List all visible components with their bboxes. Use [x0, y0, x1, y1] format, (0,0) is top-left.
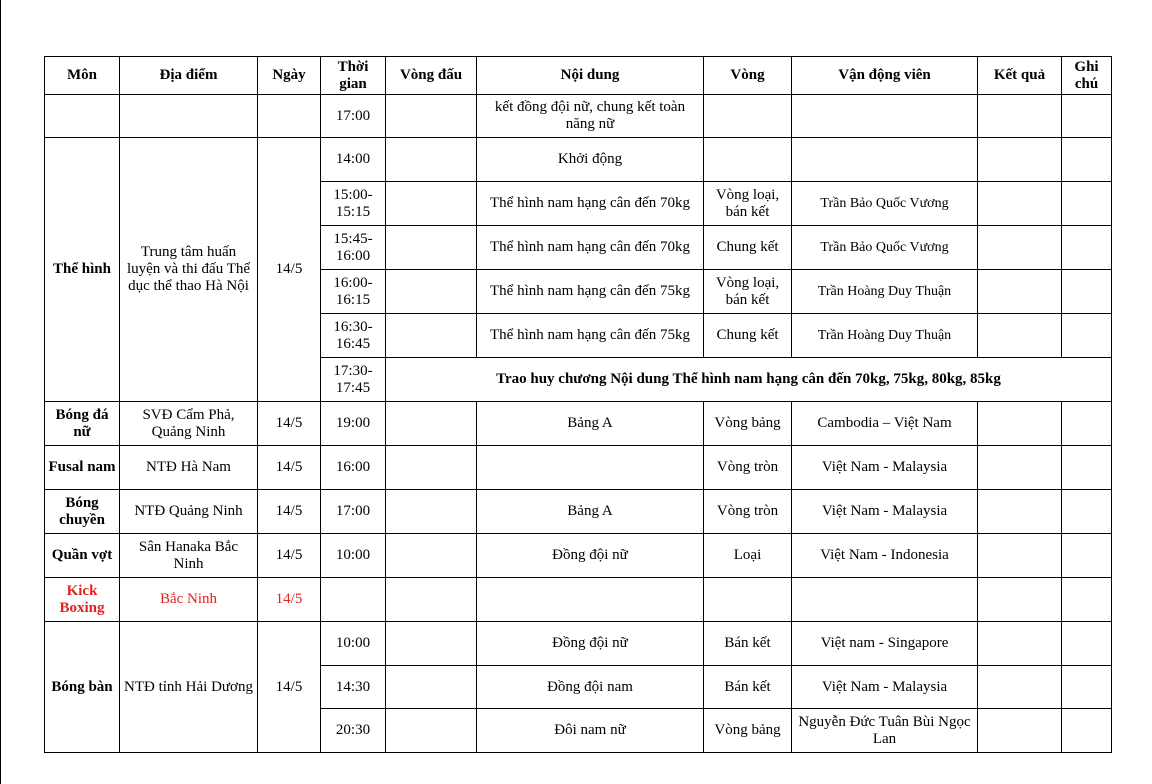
cell-round: Chung kết	[704, 314, 792, 358]
cell-result	[978, 270, 1062, 314]
cell-vong-dau	[386, 622, 477, 666]
cell-result	[978, 402, 1062, 446]
cell-note	[1062, 138, 1112, 182]
cell-note	[1062, 446, 1112, 490]
table-row	[45, 534, 1112, 578]
cell-athlete: Việt Nam - Malaysia	[792, 666, 978, 709]
cell-time: 16:00-16:15	[321, 270, 386, 314]
header-vong: Vòng	[704, 57, 792, 95]
cell-date: 14/5	[258, 534, 321, 578]
page-left-edge	[0, 0, 1, 784]
cell-content: Thể hình nam hạng cân đến 70kg	[477, 226, 704, 270]
cell-result	[978, 622, 1062, 666]
cell-content: Bảng A	[477, 402, 704, 446]
cell-athlete	[792, 138, 978, 182]
cell-time: 14:30	[321, 666, 386, 709]
cell-content: Thể hình nam hạng cân đến 75kg	[477, 314, 704, 358]
header-ghi-chu: Ghi chú	[1062, 57, 1112, 95]
table-row	[45, 622, 1112, 666]
cell-sport: Bóng chuyền	[45, 490, 120, 534]
table-row	[45, 402, 1112, 446]
cell-venue-bong-ban: NTĐ tỉnh Hải Dương	[120, 622, 258, 753]
cell-round: Chung kết	[704, 226, 792, 270]
cell-round	[704, 95, 792, 138]
cell-note	[1062, 534, 1112, 578]
cell-note	[1062, 666, 1112, 709]
cell-vong-dau	[386, 402, 477, 446]
cell-vong-dau	[386, 314, 477, 358]
cell-athlete: Việt nam - Singapore	[792, 622, 978, 666]
cell-vong-dau	[386, 578, 477, 622]
cell-round: Bán kết	[704, 622, 792, 666]
header-van-dong-vien: Vận động viên	[792, 57, 978, 95]
cell-round	[704, 578, 792, 622]
cell-time: 14:00	[321, 138, 386, 182]
cell-vong-dau	[386, 138, 477, 182]
cell-athlete: Trần Bảo Quốc Vương	[792, 182, 978, 226]
header-thoi-gian: Thời gian	[321, 57, 386, 95]
cell-content: Đồng đội nam	[477, 666, 704, 709]
table-row	[45, 95, 1112, 138]
cell-note	[1062, 95, 1112, 138]
cell-result	[978, 709, 1062, 753]
header-row	[45, 57, 1112, 95]
cell-note	[1062, 314, 1112, 358]
cell-venue-the-hinh: Trung tâm huấn luyện và thi đấu Thể dục thể thao Hà Nội	[120, 138, 258, 402]
cell-time: 16:00	[321, 446, 386, 490]
cell-date	[258, 95, 321, 138]
cell-vong-dau	[386, 226, 477, 270]
cell-athlete	[792, 95, 978, 138]
cell-sport-bong-ban: Bóng bàn	[45, 622, 120, 753]
cell-date-bong-ban: 14/5	[258, 622, 321, 753]
cell-time: 20:30	[321, 709, 386, 753]
cell-time: 17:30-17:45	[321, 358, 386, 402]
cell-content: kết đồng đội nữ, chung kết toàn năng nữ	[477, 95, 704, 138]
cell-venue: Sân Hanaka Bắc Ninh	[120, 534, 258, 578]
cell-result	[978, 490, 1062, 534]
cell-note	[1062, 402, 1112, 446]
table-row	[45, 578, 1112, 622]
cell-note	[1062, 270, 1112, 314]
cell-content	[477, 578, 704, 622]
table-row	[45, 138, 1112, 182]
cell-venue-kick-boxing: Bắc Ninh	[120, 578, 258, 622]
cell-content: Thể hình nam hạng cân đến 70kg	[477, 182, 704, 226]
cell-content: Đồng đội nữ	[477, 534, 704, 578]
cell-result	[978, 666, 1062, 709]
cell-venue: NTĐ Hà Nam	[120, 446, 258, 490]
cell-vong-dau	[386, 666, 477, 709]
cell-content: Thể hình nam hạng cân đến 75kg	[477, 270, 704, 314]
cell-time	[321, 578, 386, 622]
cell-round: Vòng loại, bán kết	[704, 270, 792, 314]
cell-time: 15:45-16:00	[321, 226, 386, 270]
cell-time: 19:00	[321, 402, 386, 446]
schedule-table	[44, 56, 1112, 753]
cell-time: 17:00	[321, 95, 386, 138]
cell-date: 14/5	[258, 490, 321, 534]
cell-result	[978, 578, 1062, 622]
cell-vong-dau	[386, 709, 477, 753]
cell-sport: Fusal nam	[45, 446, 120, 490]
cell-note	[1062, 182, 1112, 226]
cell-date: 14/5	[258, 402, 321, 446]
cell-vong-dau	[386, 270, 477, 314]
table-row	[45, 490, 1112, 534]
cell-content: Đôi nam nữ	[477, 709, 704, 753]
header-dia-diem: Địa điểm	[120, 57, 258, 95]
cell-time: 10:00	[321, 534, 386, 578]
cell-vong-dau	[386, 95, 477, 138]
cell-athlete: Việt Nam - Indonesia	[792, 534, 978, 578]
cell-round: Bán kết	[704, 666, 792, 709]
cell-result	[978, 95, 1062, 138]
cell-round: Loại	[704, 534, 792, 578]
cell-round: Vòng tròn	[704, 446, 792, 490]
cell-vong-dau	[386, 182, 477, 226]
cell-result	[978, 314, 1062, 358]
cell-athlete: Trần Hoàng Duy Thuận	[792, 270, 978, 314]
cell-round: Vòng tròn	[704, 490, 792, 534]
cell-vong-dau	[386, 446, 477, 490]
cell-result	[978, 182, 1062, 226]
cell-sport-the-hinh: Thể hình	[45, 138, 120, 402]
cell-venue	[120, 95, 258, 138]
cell-content: Bảng A	[477, 490, 704, 534]
cell-sport: Quần vợt	[45, 534, 120, 578]
cell-result	[978, 534, 1062, 578]
cell-time: 15:00-15:15	[321, 182, 386, 226]
cell-date-kick-boxing: 14/5	[258, 578, 321, 622]
cell-athlete: Trần Bảo Quốc Vương	[792, 226, 978, 270]
cell-content: Đồng đội nữ	[477, 622, 704, 666]
header-noi-dung: Nội dung	[477, 57, 704, 95]
cell-note	[1062, 226, 1112, 270]
cell-athlete	[792, 578, 978, 622]
cell-round	[704, 138, 792, 182]
header-vong-dau: Vòng đấu	[386, 57, 477, 95]
cell-time: 17:00	[321, 490, 386, 534]
cell-content	[477, 446, 704, 490]
cell-result	[978, 446, 1062, 490]
cell-note	[1062, 709, 1112, 753]
table-row	[45, 446, 1112, 490]
header-mon: Môn	[45, 57, 120, 95]
cell-venue: NTĐ Quảng Ninh	[120, 490, 258, 534]
cell-note	[1062, 622, 1112, 666]
cell-athlete: Việt Nam - Malaysia	[792, 490, 978, 534]
cell-athlete: Trần Hoàng Duy Thuận	[792, 314, 978, 358]
cell-sport	[45, 95, 120, 138]
cell-medal-ceremony: Trao huy chương Nội dung Thể hình nam hạng cân đến 70kg, 75kg, 80kg, 85kg	[386, 358, 1112, 402]
header-ngay: Ngày	[258, 57, 321, 95]
cell-date: 14/5	[258, 446, 321, 490]
cell-round: Vòng loại, bán kết	[704, 182, 792, 226]
cell-athlete: Việt Nam - Malaysia	[792, 446, 978, 490]
cell-note	[1062, 490, 1112, 534]
cell-round: Vòng bảng	[704, 402, 792, 446]
cell-vong-dau	[386, 534, 477, 578]
cell-date-the-hinh: 14/5	[258, 138, 321, 402]
cell-round: Vòng bảng	[704, 709, 792, 753]
cell-time: 16:30-16:45	[321, 314, 386, 358]
cell-result	[978, 226, 1062, 270]
cell-note	[1062, 578, 1112, 622]
cell-time: 10:00	[321, 622, 386, 666]
cell-venue: SVĐ Cẩm Phả, Quảng Ninh	[120, 402, 258, 446]
cell-vong-dau	[386, 490, 477, 534]
cell-athlete: Nguyễn Đức Tuân Bùi Ngọc Lan	[792, 709, 978, 753]
cell-result	[978, 138, 1062, 182]
cell-athlete: Cambodia – Việt Nam	[792, 402, 978, 446]
cell-content: Khởi động	[477, 138, 704, 182]
header-ket-qua: Kết quả	[978, 57, 1062, 95]
cell-sport-kick-boxing: Kick Boxing	[45, 578, 120, 622]
cell-sport: Bóng đá nữ	[45, 402, 120, 446]
